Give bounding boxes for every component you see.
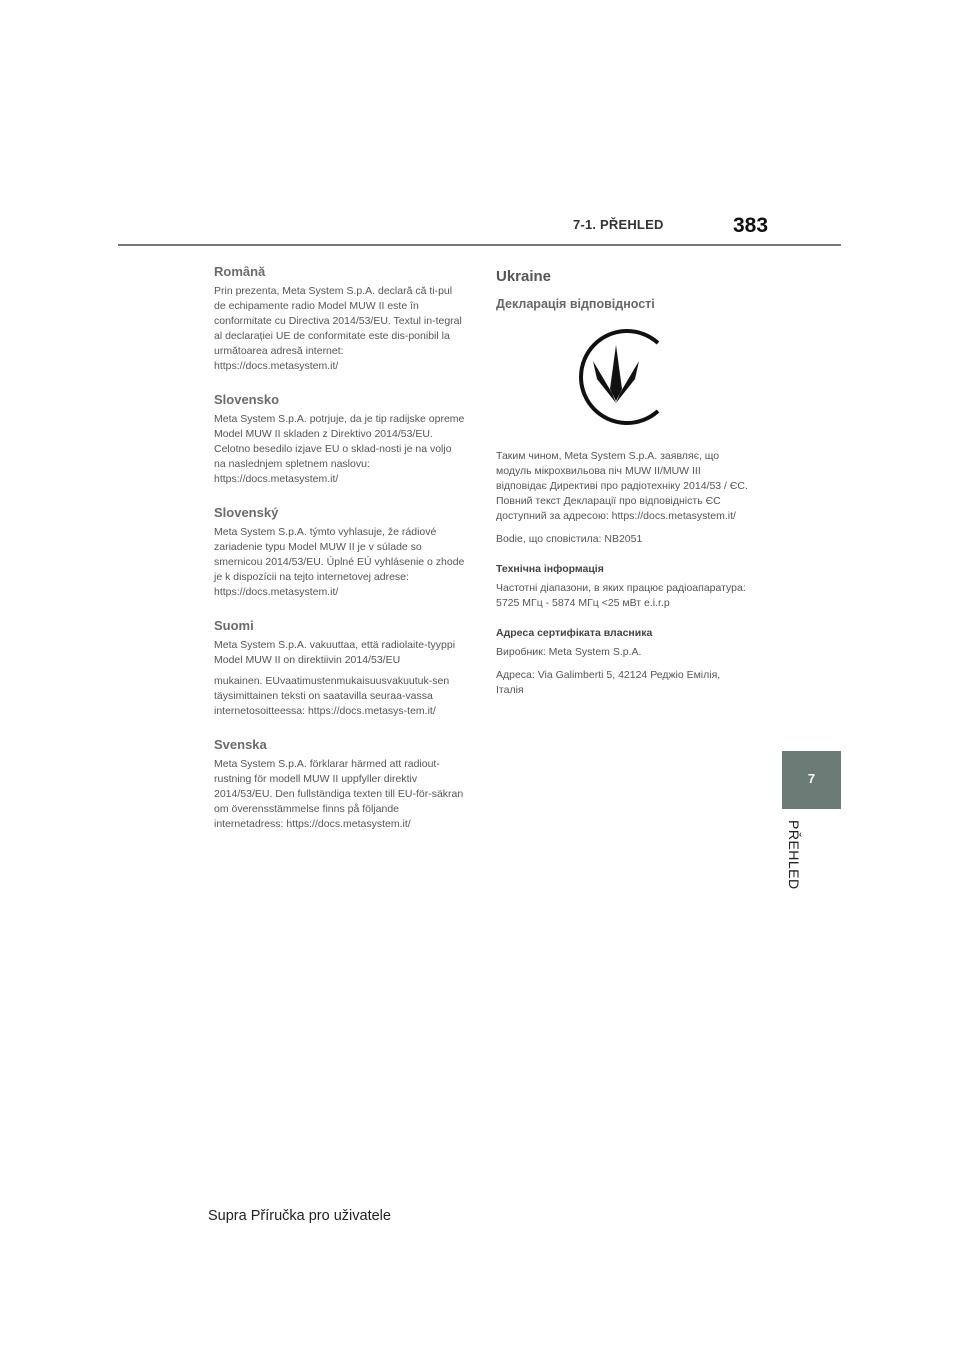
section-heading: Slovensko <box>214 392 280 407</box>
header-section-title: 7-1. PŘEHLED <box>573 217 664 232</box>
section-romana <box>214 264 466 374</box>
section-slovensky <box>214 505 466 600</box>
section-paragraph: Prin prezenta, Meta System S.p.A. declară că ti-pul de echipamente radio Model MUW II este în conformitate cu Directiva 2014/53/EU. Textul in-tegral al declarației UE de conformitate este dis-ponibil la următoarea adresă internet: https://docs.metasystem.it/ <box>214 285 462 372</box>
right-column <box>496 268 748 706</box>
notified-body-text: Bodie, що сповістила: NB2051 <box>496 533 643 545</box>
section-heading: Slovenský <box>214 505 279 520</box>
address-text: Адреса: Via Galimberti 5, 42124 Реджіо Емілія, Італія <box>496 669 721 696</box>
tech-info-text: Частотні діапазони, в яких працює радіоапаратура: 5725 МГц - 5874 МГц <25 мВт e.i.r.p <box>496 582 746 609</box>
section-paragraph: mukainen. EUvaatimustenmukaisuusvakuutuk-sen täysimittainen teksti on saatavilla seuraa-vassa internetosoitteessa: https://docs.metasys-tem.it/ <box>214 675 450 717</box>
footer-text: Supra Příručka pro uživatele <box>208 1208 391 1224</box>
chapter-tab[interactable] <box>782 751 841 809</box>
chapter-side-label: PŘEHLED <box>786 820 802 890</box>
section-paragraph: Meta System S.p.A. potrjuje, da je tip radijske opreme Model MUW II skladen z Direktivo 2014/53/EU. Celotno besedilo izjave EU o sklad-nosti je na voljo na naslednjem spletnem naslovu: https://docs.metasystem.it/ <box>214 413 465 485</box>
manufacturer-text: Виробник: Meta System S.p.A. <box>496 646 642 658</box>
tech-info-heading: Технічна інформація <box>496 563 604 575</box>
section-slovensko <box>214 392 466 487</box>
left-column <box>214 264 466 850</box>
ukrainian-conformity-mark-icon <box>566 327 666 427</box>
declaration-text: Таким чином, Meta System S.p.A. заявляє, що модуль мікрохвильова піч MUW II/MUW III відповідає Директиві про радіотехніку 2014/53 / ЄС. Повний текст Декларації про відповідність ЄС доступний за адресою: https://docs.metasystem.it/ <box>496 450 748 522</box>
section-paragraph: Meta System S.p.A. týmto vyhlasuje, že rádiové zariadenie typu Model MUW II je v súlade so smernicou 2014/53/EU. Úplné EÚ vyhlásenie o zhode je k dispozícii na tejto internetovej adrese: https://docs.metasystem.it/ <box>214 526 465 598</box>
section-heading: Svenska <box>214 737 267 752</box>
section-suomi <box>214 618 466 719</box>
header-rule <box>118 244 841 246</box>
section-svenska <box>214 737 466 832</box>
section-paragraph: Meta System S.p.A. vakuuttaa, että radiolaite-tyyppi Model MUW II on direktiivin 2014/53/EU <box>214 639 456 666</box>
ukraine-subheading: Декларація відповідності <box>496 297 655 311</box>
page-number: 383 <box>733 214 769 237</box>
section-heading: Română <box>214 264 266 279</box>
ukraine-heading: Ukraine <box>496 268 552 285</box>
section-paragraph: Meta System S.p.A. förklarar härmed att radiout-rustning för modell MUW II uppfyller direktiv 2014/53/EU. Den fullständiga texten till EU-för-säkran om överensstämmelse finns på följande internetadress: https://docs.metasystem.it/ <box>214 758 464 830</box>
chapter-number: 7 <box>807 771 816 786</box>
section-heading: Suomi <box>214 618 254 633</box>
owner-address-heading: Адреса сертифіката власника <box>496 627 653 639</box>
